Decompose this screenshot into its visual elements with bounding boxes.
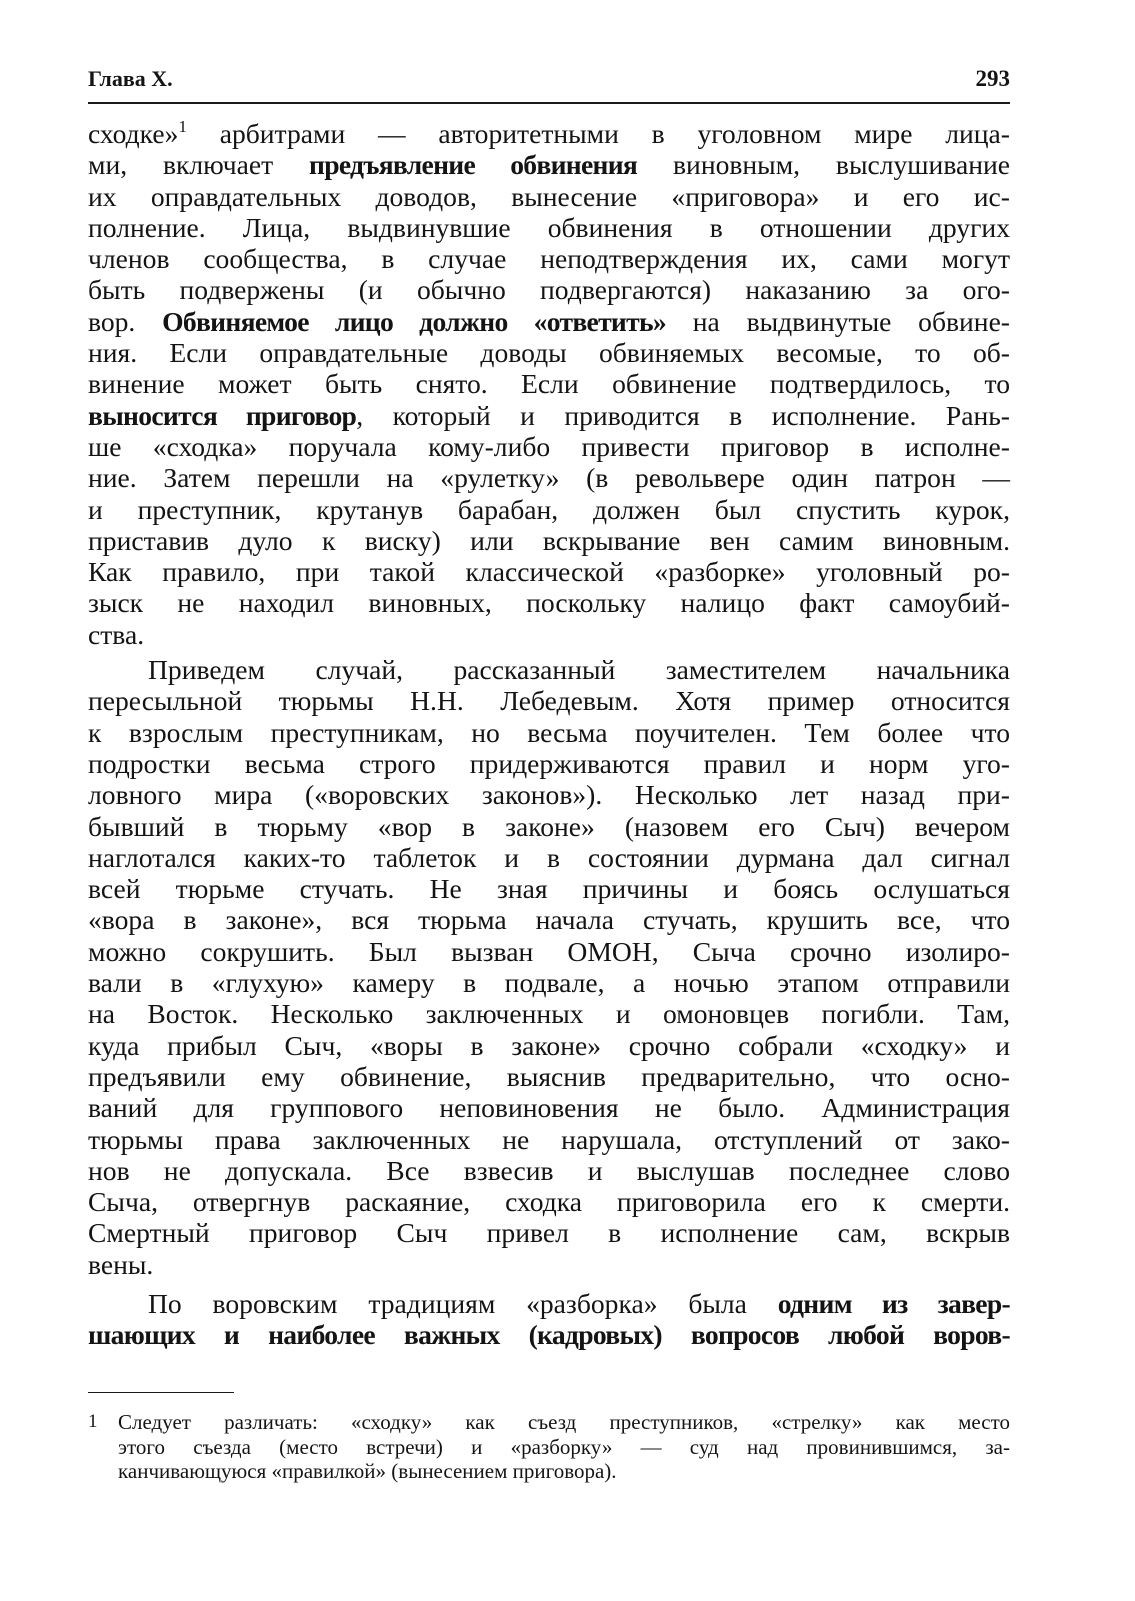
text-line bbox=[88, 462, 1010, 493]
text-run: , который и приводится в исполнение. Рань- bbox=[356, 399, 1010, 431]
text-run: вали в «глухую» камеру в подвале, а ночью этапом отправили bbox=[88, 967, 1010, 999]
text-line bbox=[88, 619, 1010, 650]
text-line bbox=[88, 212, 1010, 243]
text-line bbox=[88, 149, 1010, 180]
body-text bbox=[88, 118, 1010, 1351]
text-line bbox=[88, 1155, 1010, 1186]
paragraph bbox=[88, 654, 1010, 1280]
text-run: тюрьмы права заключенных не нарушала, отступлений от зако- bbox=[88, 1123, 1010, 1155]
text-line bbox=[88, 587, 1010, 618]
text-run: предъявили ему обвинение, выяснив предварительно, что осно- bbox=[88, 1060, 1010, 1092]
text-line bbox=[88, 1030, 1010, 1061]
text-line bbox=[88, 967, 1010, 998]
text-line bbox=[88, 337, 1010, 368]
paragraph bbox=[88, 118, 1010, 650]
text-run: арбитрами — авторитетными в уголовном мире лица- bbox=[186, 118, 1010, 149]
text-run: вены. bbox=[88, 1248, 154, 1280]
text-run: ства. bbox=[88, 618, 145, 650]
bold-text: шающих и наиболее важных (кадровых) вопросов любой воров- bbox=[88, 1319, 1010, 1351]
footnote-rule bbox=[88, 1392, 234, 1393]
text-run: ше «сходка» поручала кому-либо привести приговор в исполне- bbox=[88, 430, 1010, 462]
text-run: их оправдательных доводов, вынесение «приговора» и его ис- bbox=[88, 180, 1010, 212]
text-run: «вора в законе», вся тюрьма начала стучать, крушить все, что bbox=[88, 904, 1010, 936]
text-run: приставив дуло к виску) или вскрывание вен самим виновным. bbox=[88, 524, 1010, 556]
text-line bbox=[88, 1186, 1010, 1217]
text-run: на Восток. Несколько заключенных и омоновцев погибли. Там, bbox=[88, 998, 1010, 1030]
footnote-text bbox=[118, 1410, 1010, 1484]
paragraph bbox=[88, 1288, 1010, 1351]
text-run: сходке» bbox=[88, 118, 179, 149]
text-line bbox=[88, 431, 1010, 462]
text-line bbox=[88, 1319, 1010, 1350]
footnote-reference: 1 bbox=[178, 117, 187, 136]
text-run: и преступник, крутанув барабан, должен был спустить курок, bbox=[88, 493, 1010, 525]
text-run: можно сокрушить. Был вызван ОМОН, Сыча срочно изолиро- bbox=[88, 935, 1010, 967]
text-run: ния. Если оправдательные доводы обвиняемых весомые, то об- bbox=[88, 337, 1010, 369]
text-run: пересыльной тюрьмы Н.Н. Лебедевым. Хотя пример относится bbox=[88, 685, 1010, 717]
text-run: нов не допускала. Все взвесив и выслушав последнее слово bbox=[88, 1154, 1010, 1186]
footnote-line: этого съезда (место встречи) и «разборку» — суд над провинившимся, за- bbox=[118, 1434, 1010, 1459]
text-run: быть подвержены (и обычно подвергаются) наказанию за ого- bbox=[88, 274, 1010, 306]
text-run: По воровским традициям «разборка» была bbox=[148, 1287, 778, 1319]
text-run: ваний для группового неповиновения не было. Администрация bbox=[88, 1092, 1010, 1124]
text-line bbox=[88, 685, 1010, 716]
text-line bbox=[88, 400, 1010, 431]
text-line bbox=[88, 717, 1010, 748]
text-line bbox=[88, 748, 1010, 779]
page-number: 293 bbox=[975, 66, 1010, 91]
text-line bbox=[88, 998, 1010, 1029]
text-line bbox=[88, 243, 1010, 274]
footnote-line: канчивающуюся «правилкой» (вынесением приговора). bbox=[118, 1459, 617, 1483]
text-run: ние. Затем перешли на «рулетку» (в револьвере один патрон — bbox=[88, 462, 1010, 494]
bold-text: одним из завер- bbox=[777, 1287, 1010, 1319]
text-line bbox=[88, 274, 1010, 305]
header-rule bbox=[88, 102, 1010, 104]
text-line bbox=[88, 1092, 1010, 1123]
text-run: Приведем случай, рассказанный заместителем начальника bbox=[148, 654, 1010, 686]
text-run: ловного мира («воровских законов»). Несколько лет назад при- bbox=[88, 779, 1010, 811]
text-run: виновным, выслушивание bbox=[637, 149, 1011, 181]
text-run: Смертный приговор Сыч привел в исполнение сам, вскрыв bbox=[88, 1217, 1010, 1249]
text-line bbox=[88, 873, 1010, 904]
footnote-line: Следует различать: «сходку» как съезд преступников, «стрелку» как место bbox=[118, 1410, 1010, 1434]
text-line bbox=[88, 494, 1010, 525]
text-line bbox=[88, 118, 1010, 149]
text-line bbox=[88, 904, 1010, 935]
text-line bbox=[88, 1217, 1010, 1248]
text-run: членов сообщества, в случае неподтверждения их, сами могут bbox=[88, 243, 1010, 275]
text-run: куда прибыл Сыч, «воры в законе» срочно собрали «сходку» и bbox=[88, 1029, 1010, 1061]
text-line bbox=[88, 525, 1010, 556]
text-line bbox=[88, 1288, 1010, 1319]
text-line bbox=[88, 1061, 1010, 1092]
text-line bbox=[88, 936, 1010, 967]
bold-text: предъявление обвинения bbox=[309, 149, 638, 181]
bold-text: Обвиняемое лицо должно «ответить» bbox=[162, 305, 666, 337]
text-line bbox=[88, 181, 1010, 212]
text-run: вор. bbox=[88, 305, 163, 337]
text-line bbox=[88, 811, 1010, 842]
text-line bbox=[88, 779, 1010, 810]
bold-text: выносится приговор bbox=[88, 399, 357, 431]
text-run: зыск не находил виновных, поскольку налицо факт самоубий- bbox=[88, 587, 1010, 619]
text-run: полнение. Лица, выдвинувшие обвинения в отношении других bbox=[88, 211, 1010, 243]
text-run: бывший в тюрьму «вор в законе» (назовем его Сыч) вечером bbox=[88, 810, 1010, 842]
text-line bbox=[88, 556, 1010, 587]
text-run: Сыча, отвергнув раскаяние, сходка приговорила его к смерти. bbox=[88, 1186, 1010, 1218]
text-run: всей тюрьме стучать. Не зная причины и боясь ослушаться bbox=[88, 873, 1010, 905]
text-line bbox=[88, 842, 1010, 873]
text-run: подростки весьма строго придерживаются правил и норм уго- bbox=[88, 747, 1010, 779]
text-line bbox=[88, 1249, 1010, 1280]
footnote bbox=[88, 1410, 1010, 1484]
text-run: Как правило, при такой классической «разборке» уголовный ро- bbox=[88, 556, 1010, 588]
footnote-mark: 1 bbox=[88, 1411, 98, 1432]
text-line bbox=[88, 368, 1010, 399]
text-line bbox=[88, 306, 1010, 337]
text-run: наглотался каких-то таблеток и в состоянии дурмана дал сигнал bbox=[88, 841, 1010, 873]
text-run: ми, включает bbox=[88, 149, 310, 181]
text-run: винение может быть снято. Если обвинение подтвердилось, то bbox=[88, 368, 1010, 400]
text-run: к взрослым преступникам, но весьма поучителен. Тем более что bbox=[88, 716, 1010, 748]
chapter-title: Глава X. bbox=[88, 66, 173, 91]
text-line bbox=[88, 654, 1010, 685]
text-run: на выдвинутые обвине- bbox=[665, 305, 1011, 337]
text-line bbox=[88, 1124, 1010, 1155]
running-header bbox=[88, 66, 1010, 96]
